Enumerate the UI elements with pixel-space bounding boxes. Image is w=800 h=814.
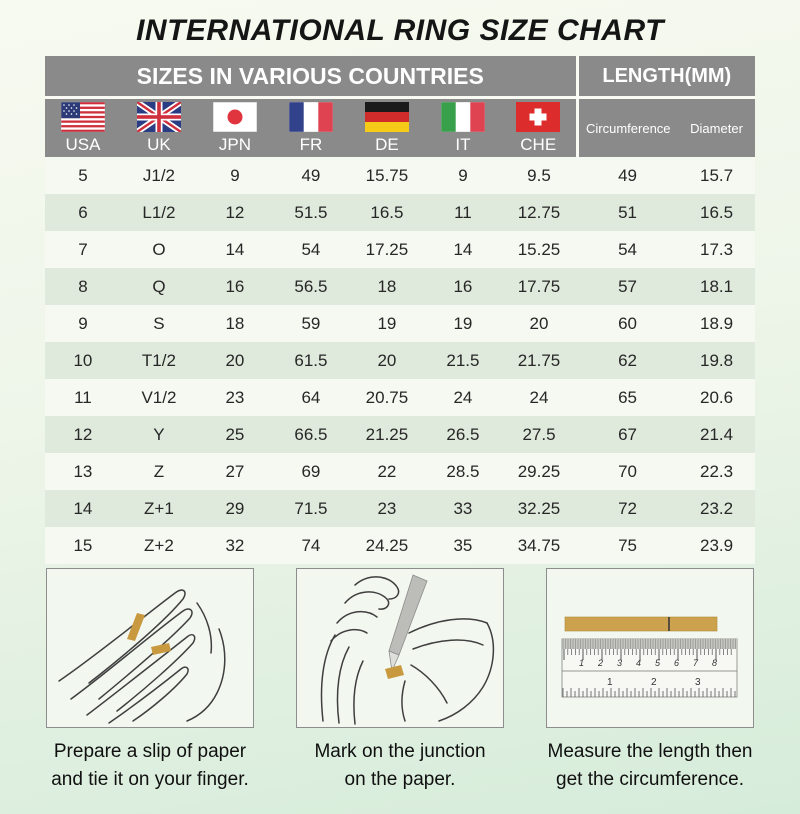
cell-it: 33 <box>453 498 473 518</box>
cell-fr: 69 <box>301 461 321 481</box>
cell-jpn: 16 <box>225 276 245 296</box>
cell-fr: 59 <box>301 313 321 333</box>
cell-uk: J1/2 <box>142 165 175 185</box>
cell-circumference: 60 <box>618 313 637 333</box>
cell-it: 21.5 <box>446 350 480 370</box>
table-row <box>45 157 755 194</box>
svg-text:6: 6 <box>674 658 680 668</box>
country-code-label: FR <box>299 134 323 154</box>
cell-fr: 66.5 <box>294 424 328 444</box>
usa-flag-icon <box>61 102 105 132</box>
country-code-label: IT <box>455 134 471 154</box>
column-header-it <box>425 98 501 158</box>
cell-diameter: 15.7 <box>699 165 734 185</box>
table-section-header-row <box>45 56 755 98</box>
cell-circumference: 70 <box>618 461 637 481</box>
svg-text:1: 1 <box>607 677 613 688</box>
jpn-flag-icon <box>213 102 257 132</box>
tie-paper-on-finger-illustration <box>46 568 254 728</box>
cell-uk: Z <box>153 461 165 481</box>
cell-jpn: 32 <box>225 535 245 555</box>
cell-che: 12.75 <box>517 202 561 222</box>
instruction-caption-3 <box>520 738 780 793</box>
cell-jpn: 12 <box>225 202 245 222</box>
svg-text:2: 2 <box>598 658 604 668</box>
cell-diameter: 19.8 <box>699 350 734 370</box>
cell-it: 26.5 <box>446 424 480 444</box>
cell-che: 29.25 <box>517 461 561 481</box>
cell-de: 15.75 <box>365 165 409 185</box>
cell-uk: S <box>153 313 165 333</box>
table-row <box>45 527 755 564</box>
instruction-step-3 <box>546 568 754 793</box>
cell-usa: 14 <box>73 498 93 518</box>
cell-de: 16.5 <box>370 202 404 222</box>
svg-text:3: 3 <box>695 677 701 688</box>
column-header-fr <box>273 98 349 158</box>
caption-line: get the circumference. <box>556 768 744 790</box>
cell-de: 24.25 <box>365 535 409 555</box>
country-code-label: CHE <box>520 134 557 154</box>
column-header-de <box>349 98 425 158</box>
cell-it: 14 <box>453 239 473 259</box>
cell-it: 19 <box>453 313 473 333</box>
cell-diameter: 20.6 <box>699 387 734 407</box>
cell-fr: 71.5 <box>294 498 328 518</box>
column-header-usa <box>45 98 121 158</box>
marking-hand-sketch-icon <box>297 569 503 727</box>
table-row <box>45 268 755 305</box>
cell-usa: 6 <box>78 202 88 222</box>
table-row <box>45 194 755 231</box>
cell-de: 23 <box>377 498 397 518</box>
svg-text:3: 3 <box>617 658 623 668</box>
caption-line: on the paper. <box>344 768 456 790</box>
cell-jpn: 23 <box>225 387 245 407</box>
cell-che: 9.5 <box>527 165 551 185</box>
hand-sketch-icon <box>47 569 253 727</box>
table-row <box>45 453 755 490</box>
mark-junction-illustration <box>296 568 504 728</box>
country-code-label: UK <box>147 134 171 154</box>
cell-circumference: 72 <box>618 498 637 518</box>
caption-line: Measure the length then <box>547 741 753 762</box>
cell-de: 20.75 <box>365 387 409 407</box>
instruction-caption-2 <box>270 738 530 793</box>
length-section-header: LENGTH(MM) <box>577 56 755 98</box>
cell-usa: 5 <box>78 165 88 185</box>
cell-circumference: 54 <box>618 239 637 259</box>
cell-uk: Z+1 <box>144 498 174 518</box>
uk-flag-icon <box>137 102 181 132</box>
page-title: INTERNATIONAL RING SIZE CHART <box>136 14 664 47</box>
table-row <box>45 490 755 527</box>
country-code-label: USA <box>65 134 101 154</box>
ring-size-table <box>45 56 755 564</box>
cell-de: 21.25 <box>365 424 409 444</box>
diameter-column-header: Diameter <box>678 98 755 158</box>
cell-diameter: 17.3 <box>699 239 734 259</box>
cell-uk: Z+2 <box>144 535 174 555</box>
cell-jpn: 20 <box>225 350 245 370</box>
cell-jpn: 18 <box>225 313 245 333</box>
cell-circumference: 67 <box>618 424 637 444</box>
cell-circumference: 57 <box>618 276 637 296</box>
cell-diameter: 18.1 <box>699 276 734 296</box>
cell-circumference: 49 <box>618 165 637 185</box>
country-code-label: JPN <box>218 134 251 154</box>
column-header-jpn <box>197 98 273 158</box>
svg-text:1: 1 <box>579 658 585 668</box>
cell-diameter: 21.4 <box>699 424 734 444</box>
cell-fr: 56.5 <box>294 276 328 296</box>
caption-line: and tie it on your finger. <box>51 768 249 790</box>
table-row <box>45 416 755 453</box>
cell-che: 34.75 <box>517 535 561 555</box>
cell-usa: 8 <box>78 276 88 296</box>
cell-che: 24 <box>529 387 549 407</box>
cell-de: 17.25 <box>365 239 409 259</box>
countries-section-header: SIZES IN VARIOUS COUNTRIES <box>45 56 577 98</box>
che-flag-icon <box>516 102 560 132</box>
cell-jpn: 29 <box>225 498 245 518</box>
svg-text:4: 4 <box>636 658 642 668</box>
cell-che: 21.75 <box>517 350 561 370</box>
cell-uk: Q <box>152 276 166 296</box>
cell-diameter: 23.9 <box>699 535 734 555</box>
cell-che: 15.25 <box>517 239 561 259</box>
caption-line: Prepare a slip of paper <box>53 741 247 762</box>
cell-fr: 54 <box>301 239 321 259</box>
cell-de: 22 <box>377 461 397 481</box>
cell-uk: V1/2 <box>141 387 177 407</box>
cell-circumference: 75 <box>618 535 637 555</box>
it-flag-icon <box>441 102 485 132</box>
de-flag-icon <box>365 102 409 132</box>
cell-it: 16 <box>453 276 473 296</box>
cell-uk: T1/2 <box>141 350 176 370</box>
cell-it: 28.5 <box>446 461 480 481</box>
cell-che: 27.5 <box>522 424 556 444</box>
cell-jpn: 27 <box>225 461 245 481</box>
cell-uk: L1/2 <box>142 202 176 222</box>
cell-fr: 64 <box>301 387 321 407</box>
ruler-sketch-icon <box>547 569 753 727</box>
cell-usa: 11 <box>74 387 92 407</box>
cell-it: 35 <box>453 535 473 555</box>
cell-fr: 51.5 <box>294 202 328 222</box>
cell-jpn: 9 <box>230 165 240 185</box>
cell-usa: 13 <box>73 461 93 481</box>
cell-che: 17.75 <box>517 276 561 296</box>
cell-diameter: 23.2 <box>699 498 734 518</box>
table-row <box>45 342 755 379</box>
cell-de: 18 <box>377 276 397 296</box>
country-code-label: DE <box>375 134 399 154</box>
caption-line: Mark on the junction <box>314 741 486 762</box>
svg-text:8: 8 <box>712 658 718 668</box>
column-header-row <box>45 98 755 158</box>
cell-fr: 74 <box>301 535 321 555</box>
column-header-che <box>501 98 577 158</box>
instruction-step-2 <box>296 568 504 793</box>
svg-text:2: 2 <box>651 677 657 688</box>
cell-usa: 15 <box>73 535 93 555</box>
cell-uk: O <box>152 239 166 259</box>
cell-diameter: 18.9 <box>699 313 734 333</box>
cell-usa: 10 <box>73 350 93 370</box>
table-row <box>45 379 755 416</box>
cell-circumference: 51 <box>618 202 637 222</box>
cell-circumference: 62 <box>618 350 637 370</box>
cell-fr: 49 <box>301 165 321 185</box>
cell-usa: 7 <box>78 239 88 259</box>
column-header-uk <box>121 98 197 158</box>
svg-text:5: 5 <box>655 658 661 668</box>
cell-diameter: 22.3 <box>699 461 734 481</box>
table-row <box>45 231 755 268</box>
fr-flag-icon <box>289 102 333 132</box>
cell-it: 9 <box>458 165 468 185</box>
instructions-section <box>46 568 754 793</box>
cell-jpn: 25 <box>225 424 245 444</box>
cell-usa: 9 <box>78 313 88 333</box>
measure-ruler-illustration <box>546 568 754 728</box>
table-row <box>45 305 755 342</box>
svg-text:7: 7 <box>693 658 699 668</box>
cell-de: 20 <box>377 350 397 370</box>
cell-de: 19 <box>377 313 397 333</box>
instruction-caption-1 <box>20 738 280 793</box>
cell-it: 11 <box>454 202 472 222</box>
cell-diameter: 16.5 <box>699 202 734 222</box>
cell-fr: 61.5 <box>294 350 328 370</box>
cell-it: 24 <box>453 387 473 407</box>
cell-che: 20 <box>529 313 549 333</box>
cell-usa: 12 <box>73 424 93 444</box>
cell-circumference: 65 <box>618 387 637 407</box>
circumference-column-header: Circumference <box>577 98 678 158</box>
cell-che: 32.25 <box>517 498 561 518</box>
cell-jpn: 14 <box>225 239 245 259</box>
instruction-step-1 <box>46 568 254 793</box>
cell-uk: Y <box>153 424 165 444</box>
table-body <box>45 157 755 564</box>
